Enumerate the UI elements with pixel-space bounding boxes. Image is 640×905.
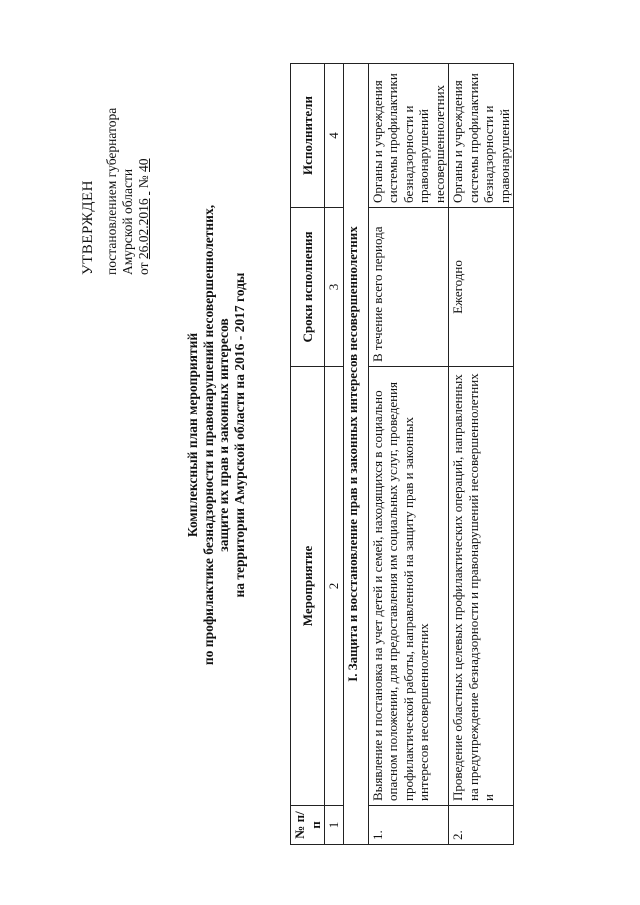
column-number: 1: [325, 806, 344, 845]
decree-no-label: №: [136, 175, 151, 189]
title-line-2: по профилактике безнадзорности и правонарушений несовершеннолетних,: [200, 204, 216, 666]
header-executor: Исполнители: [291, 64, 325, 208]
decree-line-2: Амурской области: [120, 168, 135, 275]
section-row: [343, 64, 368, 845]
title-line-3: защите их прав и законных интересов: [216, 318, 231, 552]
column-number: 3: [325, 208, 344, 367]
column-number: 4: [325, 64, 344, 208]
plan-table: [290, 63, 514, 845]
row-number: 1.: [368, 806, 449, 845]
decree-prefix: от: [136, 262, 151, 275]
row-executor: Органы и учреждения системы профилактики безнадзорности и правонарушений несовершеннолетних: [368, 64, 449, 208]
document-title: [185, 195, 247, 675]
table-row: [368, 64, 449, 845]
column-number: 2: [325, 367, 344, 806]
header-term: Сроки исполнения: [291, 208, 325, 367]
title-line-1: Комплексный план мероприятий: [185, 332, 200, 538]
decree-line-3: [136, 108, 152, 275]
decree-date: 26.02.2016: [136, 198, 151, 260]
row-number: 2.: [449, 806, 514, 845]
row-measure: Проведение областных целевых профилактических операций, направленных на предупреждение безнадзорности и правонарушений несовершеннолетних и: [449, 367, 514, 806]
header-measure: Мероприятие: [291, 367, 325, 806]
decree-number: 40: [136, 158, 151, 172]
decree-line-1: постановлением губернатора: [104, 107, 119, 275]
row-term: Ежегодно: [449, 208, 514, 367]
section-title: I. Защита и восстановление прав и законных интересов несовершеннолетних: [343, 64, 368, 845]
header-number: № п/п: [291, 806, 325, 845]
column-number-row: [325, 64, 344, 845]
decree-reference: [104, 108, 152, 275]
row-term: В течение всего периода: [368, 208, 449, 367]
row-measure: Выявление и постановка на учет детей и семей, находящихся в социально опасном положении, для предоставления им социальных услуг, проведения профилактической работы, направленной на защиту прав и законных интересов несовершеннолетних: [368, 367, 449, 806]
row-executor: Органы и учреждения системы профилактики безнадзорности и правонарушений: [449, 64, 514, 208]
header-row: [291, 64, 325, 845]
table-row: [449, 64, 514, 845]
title-line-4: на территории Амурской области на 2016 - 2017 годы: [231, 272, 247, 598]
approval-stamp: УТВЕРЖДЕН: [80, 180, 96, 275]
